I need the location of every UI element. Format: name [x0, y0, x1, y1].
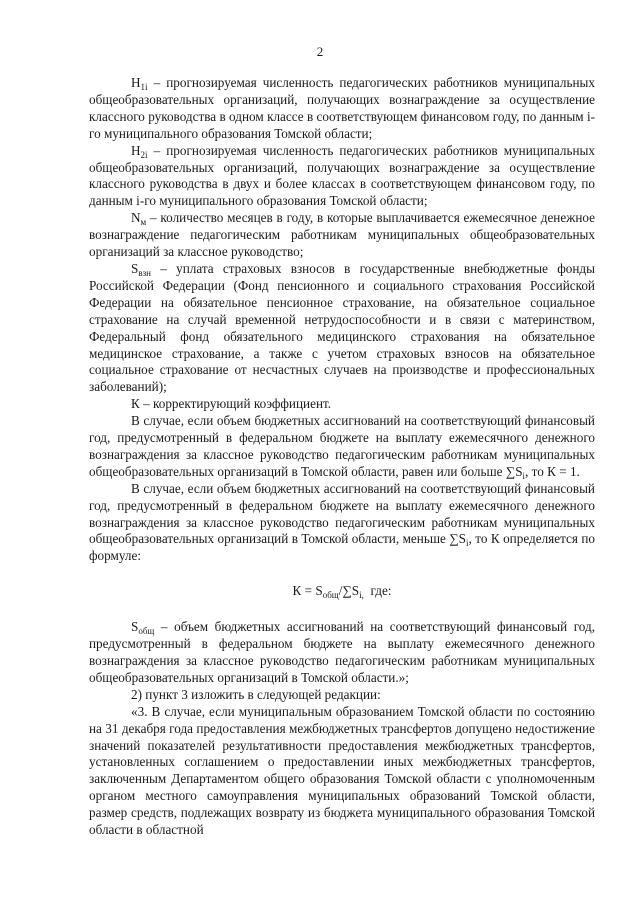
case-paragraph-1: В случае, если объем бюджетных ассигнований на соответствующий финансовый год, предусмотренный в федеральном бюджете на выплату ежемесячного денежного вознаграждения за классное руководство педагогическим работникам муниципальных общеобразовательных организаций в Томской области, равен или больше $\sum S_i$, то К = 1. — [89, 413, 595, 481]
amendment-item-2: 2) пункт 3 изложить в следующей редакции: — [131, 686, 381, 702]
case-paragraph-2: В случае, если объем бюджетных ассигнований на соответствующий финансовый год, предусмотренный в федеральном бюджете на выплату ежемесячного денежного вознаграждения за классное руководство педагогическим работникам муниципальных общеобразовательных организаций в Томской области, меньше $\sum S_i$, то К определяется по формуле: — [89, 480, 595, 564]
formula: $К = S_{общ}/\sum S_{i,}$ где: — [292, 583, 392, 601]
amendment-item-3: «3. В случае, если муниципальным образованием Томской области по состоянию на 31 декабря года предоставления межбюджетных трансфертов допущено недостижение значений показателей результативности предоставления межбюджетных трансфертов, установленных соглашением о предоставлении иных межбюджетных трансфертов, заключенным Департаментом общего образования Томской области с уполномоченным органом местного самоуправления муниципальных образований Томской области, размер средств, подлежащих возврату из бюджета муниципального образования Томской области в областной — [89, 703, 595, 838]
definition-k: К – корректирующий коэффициент. — [131, 396, 332, 412]
definition-nm: $N_м$ – количество месяцев в году, в которые выплачивается ежемесячное денежное вознаграждение педагогическим работникам муниципальных общеобразовательных организаций за классное руководство; — [89, 210, 595, 260]
document-body — [89, 75, 595, 839]
page-number: 2 — [316, 44, 324, 59]
definition-h2: $Н_{2i}$ – прогнозируемая численность педагогических работников муниципальных общеобразовательных организаций, получающих вознаграждение за осуществление классного руководства в двух и более классах в соответствующем финансовом году, по данным i-го муниципального образования Томской области; — [89, 142, 595, 209]
definition-h1: $Н_{1i}$ – прогнозируемая численность педагогических работников муниципальных общеобразовательных организаций, получающих вознаграждение за осуществление классного руководства в одном классе в соответствующем финансовом году, по данным i-го муниципального образования Томской области; — [89, 75, 595, 141]
definition-s-vzn: $S_{взн}$ – уплата страховых взносов в государственные внебюджетные фонды Российской Федерации (Фонд пенсионного и социального страхования Российской Федерации на обязательное пенсионное страхование, на обязательное социальное страхование на случай временной нетрудоспособности и в связи с материнством, Федеральный фонд обязательного медицинского страхования на обязательное медицинское страхование, а также с учетом страховых взносов на обязательное социальное страхование от несчастных случаев на производстве и профессиональных заболеваний); — [89, 260, 595, 395]
definition-s-obsh: $S_{общ}$ – объем бюджетных ассигнований на соответствующий финансовый год, предусмотренный в федеральном бюджете на выплату ежемесячного денежного вознаграждения за классное руководство педагогическим работникам муниципальных общеобразовательных организаций в Томской области.»; — [89, 619, 595, 685]
